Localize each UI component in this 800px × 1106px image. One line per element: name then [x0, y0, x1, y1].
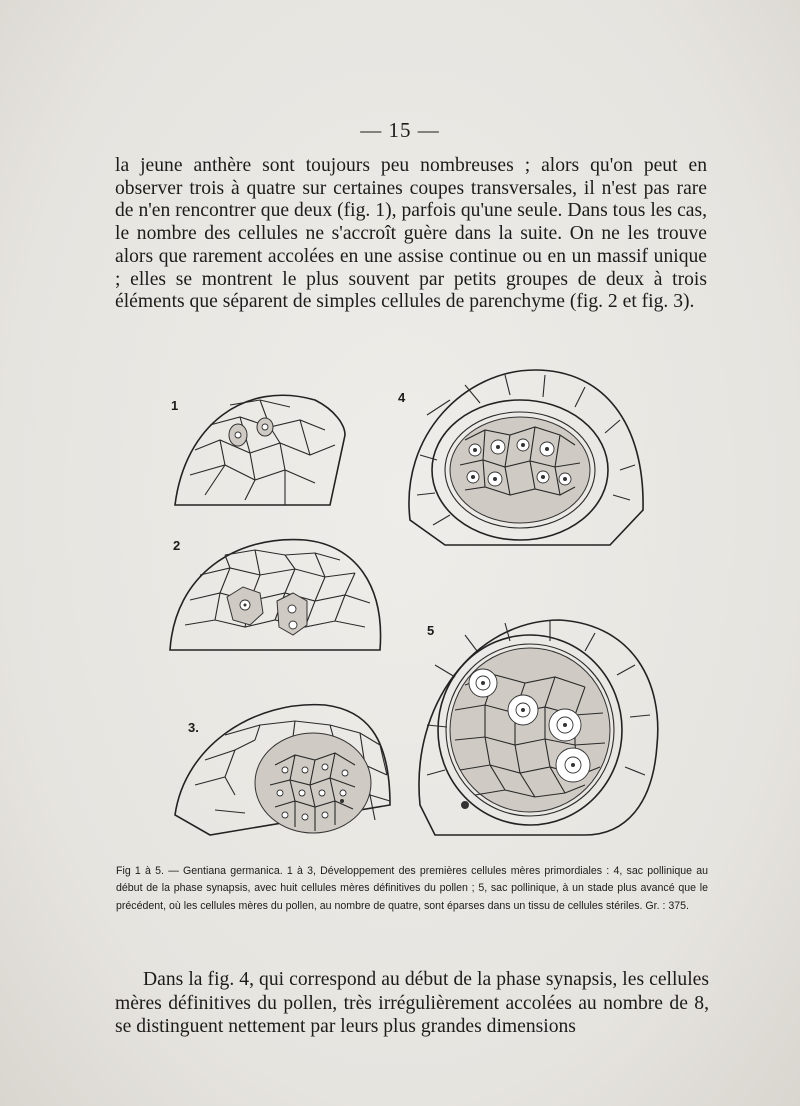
figure-1-label: 1 [171, 398, 179, 413]
figure-2-drawing [170, 540, 381, 650]
figure-5-label: 5 [427, 623, 435, 638]
figure-2-label: 2 [173, 538, 181, 553]
figure-4-label: 4 [398, 390, 406, 405]
figure-5-drawing [419, 620, 658, 835]
top-paragraph [115, 155, 707, 314]
figure-1-drawing [175, 395, 345, 505]
bottom-paragraph [115, 968, 709, 1039]
figure-3-drawing [175, 705, 390, 835]
bottom-paragraph-text: Dans la fig. 4, qui correspond au début de la phase synapsis, les cellules mères définitives du pollen, très irrégulièrement accolées au nombre de 8, se distinguent nettement par leurs plus grandes dimensions [115, 969, 709, 1037]
page-number: — 15 — [360, 118, 440, 142]
botanical-figure-plate [165, 365, 665, 855]
figure-caption-text: Fig 1 à 5. — Gentiana germanica. 1 à 3, Développement des premières cellules mères primordiales : 4, sac pollinique au début de la phase synapsis, avec huit cellules mères définitives du pollen ; 5, sac pollinique, à un stade plus avancé que le précédent, où les cellules mères du pollen, au nombre de quatre, sont éparses dans un tissu de cellules stériles. Gr. : 375. [116, 865, 708, 912]
figure-caption [116, 863, 708, 915]
top-paragraph-text: la jeune anthère sont toujours peu nombreuses ; alors qu'on peut en observer trois à quatre sur certaines coupes transversales, il n'est pas rare de n'en rencontrer que deux (fig. 1), parfois qu'une seule. Dans tous les cas, le nombre des cellules ne s'accroît guère dans la suite. On ne les trouve alors que rarement accolées en une assise continue ou en un massif unique ; elles se montrent le plus souvent par petits groupes de deux à trois éléments que séparent de simples cellules de parenchyme (fig. 2 et fig. 3). [115, 155, 707, 313]
figure-4-drawing [409, 370, 643, 545]
figure-drawings [165, 365, 665, 855]
figure-3-label: 3. [188, 720, 199, 735]
